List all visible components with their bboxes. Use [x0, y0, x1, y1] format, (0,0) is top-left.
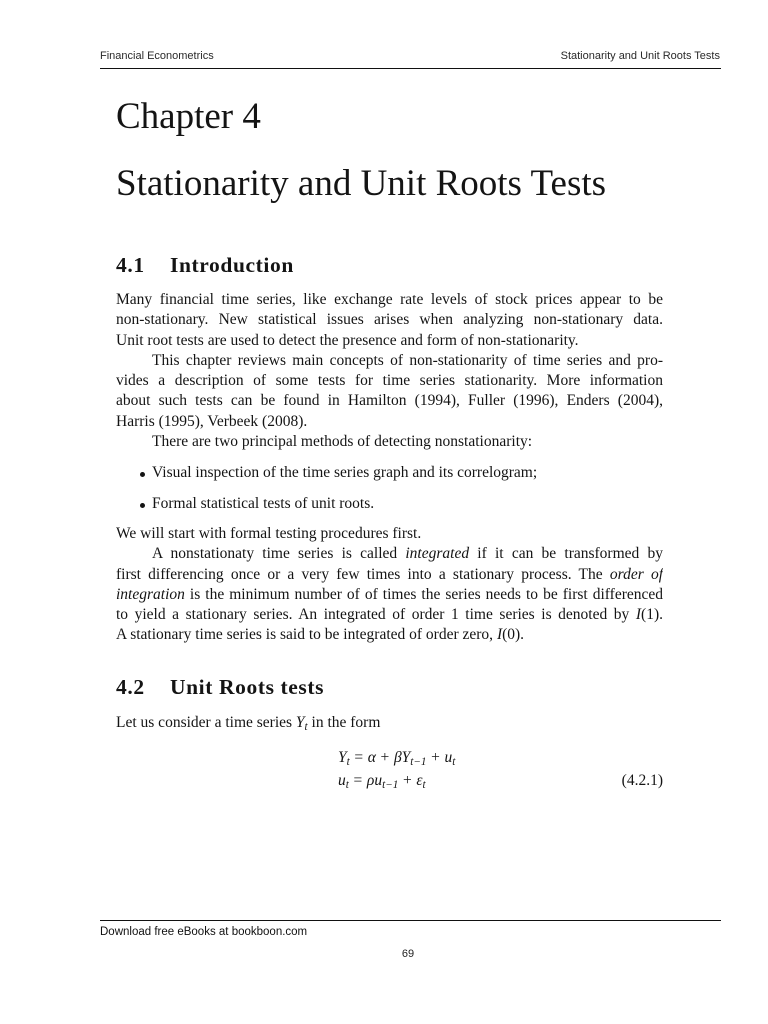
italic-term: integration	[116, 585, 185, 603]
text-segment: if it can be transformed by	[469, 545, 663, 563]
text-segment: to yield a stationary series. An integrated of order 1 time series is denoted by	[116, 606, 636, 624]
equation-line	[338, 748, 455, 768]
math-subscript: t	[422, 779, 426, 792]
italic-term: order of	[609, 565, 663, 583]
math-variable: ρ	[366, 772, 375, 789]
paragraph-line: about such tests can be found in Hamilton (1994), Fuller (1996), Enders (2004),	[116, 392, 663, 410]
text-segment: A stationary time series is said to be integrated of order zero,	[116, 626, 497, 644]
math-subscript: t	[452, 756, 456, 769]
math-operator: +	[402, 772, 412, 789]
text-segment: is the minimum number of of times the series needs to be first differenced	[184, 585, 663, 603]
section-number: 4.1	[116, 253, 145, 277]
paragraph-line	[116, 605, 663, 625]
page-number: 69	[401, 948, 415, 960]
equation-line	[338, 771, 426, 791]
chapter-label: Chapter 4	[116, 96, 261, 137]
paragraph-line	[116, 585, 663, 605]
italic-term: integrated	[405, 545, 470, 563]
math-variable: I	[635, 606, 642, 624]
footer-rule	[100, 920, 721, 921]
paragraph-line	[116, 544, 663, 564]
section-title: Unit Roots tests	[170, 675, 325, 699]
chapter-title: Stationarity and Unit Roots Tests	[116, 163, 607, 204]
math-variable: u	[444, 749, 453, 766]
math-variable: u	[338, 772, 346, 789]
math-operator: +	[431, 749, 440, 766]
text-segment: A nonstationaty time series is called	[152, 545, 406, 563]
bookboon-download-link[interactable]: Download free eBooks at bookboon.com	[100, 926, 308, 938]
paragraph-line: There are two principal methods of detecting nonstationarity:	[152, 433, 533, 451]
bullet-item	[116, 463, 663, 483]
paragraph-line: non-stationary. New statistical issues arises when analyzing non-stationary data.	[116, 311, 663, 329]
equation-number: (4.2.1)	[621, 772, 663, 789]
math-subscript: t	[345, 779, 349, 792]
paragraph-line	[116, 565, 663, 585]
bullet-item	[116, 494, 663, 514]
bullet-icon	[140, 503, 145, 508]
math-variable: Y	[401, 749, 411, 766]
math-variable: α	[367, 749, 376, 766]
bullet-icon	[140, 472, 145, 477]
text-segment: (1).	[641, 606, 663, 624]
introduction-text	[116, 290, 663, 452]
paragraph-line: We will start with formal testing procedures first.	[116, 525, 422, 542]
text-segment: Let us consider a time series	[116, 714, 296, 731]
math-variable: β	[393, 749, 402, 766]
section-number: 4.2	[116, 675, 145, 699]
unit-roots-intro	[116, 713, 663, 733]
bullet-text: Visual inspection of the time series graph and its correlogram;	[152, 464, 538, 481]
paragraph-line	[116, 713, 663, 733]
math-subscript: t−1	[410, 756, 427, 769]
math-operator: =	[354, 749, 364, 766]
text-segment: in the form	[307, 714, 381, 731]
paragraph-line	[116, 625, 663, 645]
paragraph-line: This chapter reviews main concepts of non-stationarity of time series and pro-	[152, 351, 663, 369]
bullet-text: Formal statistical tests of unit roots.	[152, 494, 375, 512]
section-heading-unit-roots-tests	[116, 677, 324, 699]
math-subscript: t	[304, 721, 308, 734]
section-heading-introduction	[116, 255, 294, 277]
math-operator: =	[353, 772, 363, 789]
math-subscript: t−1	[382, 779, 399, 792]
math-operator: +	[380, 749, 390, 766]
paragraph-line: Unit root tests are used to detect the presence and form of non-stationarity.	[116, 331, 579, 349]
math-variable: Y	[338, 749, 347, 766]
header-rule	[100, 68, 721, 69]
math-subscript: t	[346, 756, 350, 769]
math-variable: I	[496, 626, 503, 644]
math-variable: Y	[295, 714, 305, 731]
integration-text	[116, 524, 663, 646]
math-variable: u	[374, 772, 383, 789]
text-segment: (0).	[502, 626, 525, 644]
paragraph-line: Many financial time series, like exchange rate levels of stock prices appear to be	[116, 291, 663, 308]
math-variable: ε	[416, 772, 423, 789]
running-header-chapter-title: Stationarity and Unit Roots Tests	[560, 50, 720, 62]
running-header-book-title: Financial Econometrics	[100, 50, 214, 62]
bullet-list	[116, 463, 663, 525]
section-title: Introduction	[170, 253, 294, 277]
paragraph-line: Harris (1995), Verbeek (2008).	[116, 412, 308, 430]
text-segment: first differencing once or a very few times into a stationary process. The	[116, 565, 610, 583]
paragraph-line: vides a description of some tests for time series stationarity. More information	[116, 372, 663, 390]
